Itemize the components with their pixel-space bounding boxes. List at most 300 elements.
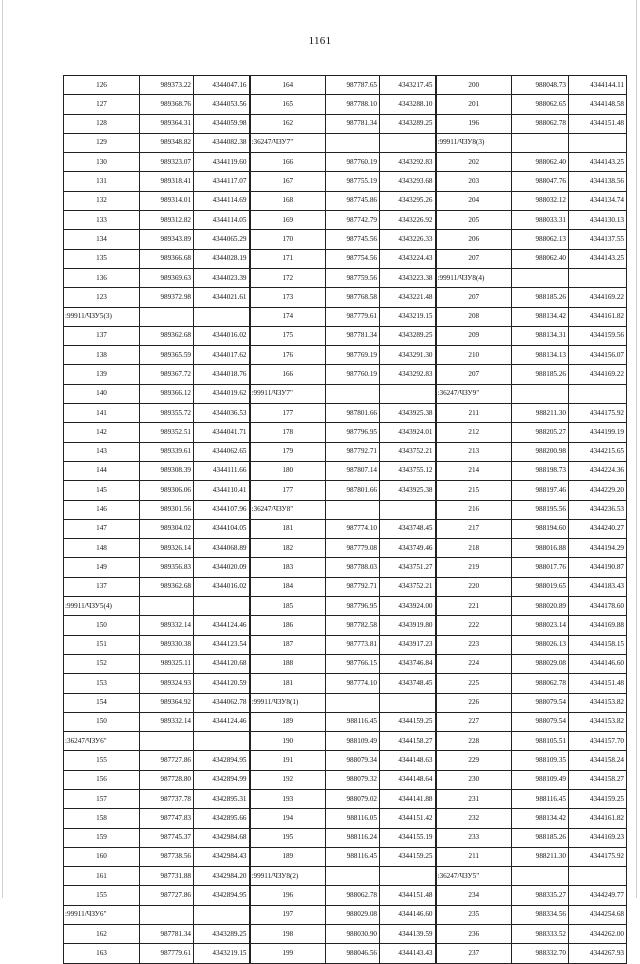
- x-coordinate-cell: 988019.65: [512, 577, 569, 596]
- x-coordinate-cell: 989366.12: [140, 384, 194, 403]
- y-coordinate-cell: 4344169.22: [569, 288, 627, 307]
- x-coordinate-cell: 988109.49: [326, 732, 380, 751]
- y-coordinate-cell: 4344120.68: [194, 654, 250, 673]
- y-coordinate-cell: 4344169.22: [569, 365, 627, 384]
- y-coordinate-cell: 4344178.60: [569, 597, 627, 616]
- table-row: [64, 925, 627, 944]
- y-coordinate-cell: 4344240.27: [569, 519, 627, 538]
- empty-cell: [140, 732, 194, 751]
- x-coordinate-cell: 988200.98: [512, 442, 569, 461]
- empty-cell: [194, 732, 250, 751]
- point-number-cell: 185: [250, 597, 326, 616]
- y-coordinate-cell: 4344159.25: [569, 789, 627, 808]
- y-coordinate-cell: 4343917.23: [380, 635, 436, 654]
- x-coordinate-cell: 987788.03: [326, 558, 380, 577]
- point-number-cell: 228: [436, 732, 512, 751]
- point-number-cell: 178: [250, 423, 326, 442]
- x-coordinate-cell: 987768.58: [326, 288, 380, 307]
- empty-cell: [380, 500, 436, 519]
- y-coordinate-cell: 4343289.25: [380, 114, 436, 133]
- empty-cell: [512, 867, 569, 886]
- x-coordinate-cell: 989325.11: [140, 654, 194, 673]
- table-row: [64, 867, 627, 886]
- y-coordinate-cell: 4344019.62: [194, 384, 250, 403]
- x-coordinate-cell: 988205.27: [512, 423, 569, 442]
- x-coordinate-cell: 988116.45: [326, 847, 380, 866]
- y-coordinate-cell: 4342895.31: [194, 789, 250, 808]
- point-number-cell: 225: [436, 674, 512, 693]
- table-row: [64, 616, 627, 635]
- point-number-cell: 184: [250, 577, 326, 596]
- point-number-cell: 196: [436, 114, 512, 133]
- point-number-cell: 186: [250, 616, 326, 635]
- point-number-cell: 147: [64, 519, 140, 538]
- x-coordinate-cell: 989355.72: [140, 404, 194, 423]
- x-coordinate-cell: 988062.40: [512, 249, 569, 268]
- point-number-cell: 210: [436, 346, 512, 365]
- table-row: [64, 191, 627, 210]
- point-number-cell: 192: [250, 770, 326, 789]
- x-coordinate-cell: 987781.34: [326, 326, 380, 345]
- y-coordinate-cell: 4344169.88: [569, 616, 627, 635]
- point-number-cell: 188: [250, 654, 326, 673]
- point-number-cell: 223: [436, 635, 512, 654]
- point-number-cell: 176: [250, 346, 326, 365]
- point-number-cell: 177: [250, 481, 326, 500]
- point-number-cell: 207: [436, 249, 512, 268]
- point-number-cell: 142: [64, 423, 140, 442]
- x-coordinate-cell: 987781.34: [140, 925, 194, 944]
- point-number-cell: 138: [64, 346, 140, 365]
- y-coordinate-cell: 4344236.53: [569, 500, 627, 519]
- x-coordinate-cell: 989369.63: [140, 268, 194, 287]
- point-number-cell: 135: [64, 249, 140, 268]
- x-coordinate-cell: 988079.02: [326, 789, 380, 808]
- y-coordinate-cell: 4344107.96: [194, 500, 250, 519]
- empty-cell: [140, 905, 194, 924]
- point-number-cell: 208: [436, 307, 512, 326]
- y-coordinate-cell: 4344151.42: [380, 809, 436, 828]
- y-coordinate-cell: 4344151.48: [569, 114, 627, 133]
- table-row: [64, 423, 627, 442]
- empty-cell: [194, 905, 250, 924]
- x-coordinate-cell: 988134.31: [512, 326, 569, 345]
- x-coordinate-cell: 988026.13: [512, 635, 569, 654]
- empty-cell: [326, 867, 380, 886]
- x-coordinate-cell: 989362.68: [140, 577, 194, 596]
- table-row: [64, 481, 627, 500]
- y-coordinate-cell: 4344119.60: [194, 153, 250, 172]
- y-coordinate-cell: 4344141.88: [380, 789, 436, 808]
- y-coordinate-cell: 4343749.46: [380, 539, 436, 558]
- x-coordinate-cell: 989308.39: [140, 461, 194, 480]
- point-number-cell: 235: [436, 905, 512, 924]
- x-coordinate-cell: 987779.61: [326, 307, 380, 326]
- y-coordinate-cell: 4344047.16: [194, 76, 250, 95]
- y-coordinate-cell: 4344158.15: [569, 635, 627, 654]
- empty-cell: [326, 133, 380, 152]
- table-row: [64, 674, 627, 693]
- table-row: [64, 307, 627, 326]
- empty-cell: [512, 133, 569, 152]
- x-coordinate-cell: 987745.86: [326, 191, 380, 210]
- y-coordinate-cell: 4343219.15: [380, 307, 436, 326]
- x-coordinate-cell: 987747.83: [140, 809, 194, 828]
- x-coordinate-cell: 987760.19: [326, 365, 380, 384]
- x-coordinate-cell: 987782.58: [326, 616, 380, 635]
- y-coordinate-cell: 4342894.95: [194, 751, 250, 770]
- point-number-cell: 168: [250, 191, 326, 210]
- y-coordinate-cell: 4344082.38: [194, 133, 250, 152]
- x-coordinate-cell: 988062.13: [512, 230, 569, 249]
- point-number-cell: 189: [250, 712, 326, 731]
- point-number-cell: 137: [64, 326, 140, 345]
- point-number-cell: 179: [250, 442, 326, 461]
- x-coordinate-cell: 988116.24: [326, 828, 380, 847]
- y-coordinate-cell: 4344194.29: [569, 539, 627, 558]
- point-number-cell: 166: [250, 153, 326, 172]
- x-coordinate-cell: 989372.98: [140, 288, 194, 307]
- point-number-cell: 146: [64, 500, 140, 519]
- y-coordinate-cell: 4344117.07: [194, 172, 250, 191]
- y-coordinate-cell: 4344175.92: [569, 404, 627, 423]
- parcel-header-cell: :99911/ЧЗУ7": [250, 384, 326, 403]
- y-coordinate-cell: 4344148.64: [380, 770, 436, 789]
- table-row: [64, 539, 627, 558]
- x-coordinate-cell: 988333.52: [512, 925, 569, 944]
- point-number-cell: 199: [250, 944, 326, 963]
- point-number-cell: 126: [64, 76, 140, 95]
- point-number-cell: 195: [250, 828, 326, 847]
- parcel-header-cell: :99911/ЧЗУ5(3): [64, 307, 140, 326]
- point-number-cell: 215: [436, 481, 512, 500]
- x-coordinate-cell: 988047.76: [512, 172, 569, 191]
- point-number-cell: 171: [250, 249, 326, 268]
- point-number-cell: 145: [64, 481, 140, 500]
- point-number-cell: 139: [64, 365, 140, 384]
- y-coordinate-cell: 4342984.43: [194, 847, 250, 866]
- point-number-cell: 218: [436, 539, 512, 558]
- x-coordinate-cell: 988048.73: [512, 76, 569, 95]
- x-coordinate-cell: 988334.56: [512, 905, 569, 924]
- x-coordinate-cell: 989332.14: [140, 616, 194, 635]
- y-coordinate-cell: 4344041.71: [194, 423, 250, 442]
- empty-cell: [194, 307, 250, 326]
- x-coordinate-cell: 987774.10: [326, 519, 380, 538]
- point-number-cell: 216: [436, 500, 512, 519]
- y-coordinate-cell: 4344062.78: [194, 693, 250, 712]
- y-coordinate-cell: 4344143.43: [380, 944, 436, 963]
- point-number-cell: 172: [250, 268, 326, 287]
- y-coordinate-cell: 4343925.38: [380, 481, 436, 500]
- x-coordinate-cell: 987801.66: [326, 481, 380, 500]
- y-coordinate-cell: 4344159.25: [380, 712, 436, 731]
- y-coordinate-cell: 4344138.56: [569, 172, 627, 191]
- point-number-cell: 233: [436, 828, 512, 847]
- point-number-cell: 151: [64, 635, 140, 654]
- empty-cell: [569, 268, 627, 287]
- point-number-cell: 180: [250, 461, 326, 480]
- table-row: [64, 847, 627, 866]
- x-coordinate-cell: 988020.89: [512, 597, 569, 616]
- x-coordinate-cell: 988116.05: [326, 809, 380, 828]
- point-number-cell: 174: [250, 307, 326, 326]
- x-coordinate-cell: 989301.56: [140, 500, 194, 519]
- point-number-cell: 220: [436, 577, 512, 596]
- parcel-header-cell: :99911/ЧЗУ8(3): [436, 133, 512, 152]
- point-number-cell: 150: [64, 616, 140, 635]
- y-coordinate-cell: 4344156.07: [569, 346, 627, 365]
- point-number-cell: 191: [250, 751, 326, 770]
- x-coordinate-cell: 988079.54: [512, 712, 569, 731]
- y-coordinate-cell: 4344062.65: [194, 442, 250, 461]
- x-coordinate-cell: 987787.65: [326, 76, 380, 95]
- x-coordinate-cell: 988116.45: [326, 712, 380, 731]
- point-number-cell: 133: [64, 211, 140, 230]
- y-coordinate-cell: 4344134.74: [569, 191, 627, 210]
- point-number-cell: 200: [436, 76, 512, 95]
- y-coordinate-cell: 4344137.55: [569, 230, 627, 249]
- point-number-cell: 127: [64, 95, 140, 114]
- x-coordinate-cell: 987766.15: [326, 654, 380, 673]
- empty-cell: [569, 867, 627, 886]
- y-coordinate-cell: 4342894.99: [194, 770, 250, 789]
- x-coordinate-cell: 988030.90: [326, 925, 380, 944]
- y-coordinate-cell: 4343755.12: [380, 461, 436, 480]
- x-coordinate-cell: 989366.68: [140, 249, 194, 268]
- y-coordinate-cell: 4344229.20: [569, 481, 627, 500]
- empty-cell: [569, 133, 627, 152]
- x-coordinate-cell: 989373.22: [140, 76, 194, 95]
- point-number-cell: 190: [250, 732, 326, 751]
- x-coordinate-cell: 988185.26: [512, 288, 569, 307]
- x-coordinate-cell: 987745.37: [140, 828, 194, 847]
- y-coordinate-cell: 4343292.83: [380, 153, 436, 172]
- point-number-cell: 187: [250, 635, 326, 654]
- x-coordinate-cell: 989348.82: [140, 133, 194, 152]
- x-coordinate-cell: 987745.56: [326, 230, 380, 249]
- x-coordinate-cell: 988109.49: [512, 770, 569, 789]
- y-coordinate-cell: 4343292.83: [380, 365, 436, 384]
- table-row: [64, 365, 627, 384]
- x-coordinate-cell: 987779.08: [326, 539, 380, 558]
- x-coordinate-cell: 989364.31: [140, 114, 194, 133]
- scan-edge-right: [636, 0, 637, 898]
- y-coordinate-cell: 4344016.02: [194, 577, 250, 596]
- x-coordinate-cell: 989332.14: [140, 712, 194, 731]
- table-row: [64, 886, 627, 905]
- y-coordinate-cell: 4344254.68: [569, 905, 627, 924]
- y-coordinate-cell: 4344146.60: [569, 654, 627, 673]
- point-number-cell: 155: [64, 886, 140, 905]
- y-coordinate-cell: 4344017.62: [194, 346, 250, 365]
- point-number-cell: 177: [250, 404, 326, 423]
- point-number-cell: 161: [64, 867, 140, 886]
- x-coordinate-cell: 987742.79: [326, 211, 380, 230]
- x-coordinate-cell: 987727.86: [140, 886, 194, 905]
- y-coordinate-cell: 4344155.19: [380, 828, 436, 847]
- table-row: [64, 519, 627, 538]
- point-number-cell: 136: [64, 268, 140, 287]
- y-coordinate-cell: 4344153.82: [569, 712, 627, 731]
- point-number-cell: 181: [250, 519, 326, 538]
- x-coordinate-cell: 987727.86: [140, 751, 194, 770]
- table-row: [64, 153, 627, 172]
- x-coordinate-cell: 988197.46: [512, 481, 569, 500]
- y-coordinate-cell: 4342984.20: [194, 867, 250, 886]
- point-number-cell: 229: [436, 751, 512, 770]
- empty-cell: [326, 500, 380, 519]
- x-coordinate-cell: 988332.70: [512, 944, 569, 963]
- x-coordinate-cell: 988023.14: [512, 616, 569, 635]
- x-coordinate-cell: 987792.71: [326, 442, 380, 461]
- y-coordinate-cell: 4344249.77: [569, 886, 627, 905]
- x-coordinate-cell: 987796.95: [326, 597, 380, 616]
- table-row: [64, 95, 627, 114]
- point-number-cell: 140: [64, 384, 140, 403]
- y-coordinate-cell: 4343752.21: [380, 442, 436, 461]
- point-number-cell: 169: [250, 211, 326, 230]
- point-number-cell: 237: [436, 944, 512, 963]
- point-number-cell: 230: [436, 770, 512, 789]
- y-coordinate-cell: 4343217.45: [380, 76, 436, 95]
- y-coordinate-cell: 4342984.68: [194, 828, 250, 847]
- x-coordinate-cell: 989356.83: [140, 558, 194, 577]
- x-coordinate-cell: 987781.34: [326, 114, 380, 133]
- y-coordinate-cell: 4343748.45: [380, 674, 436, 693]
- point-number-cell: 182: [250, 539, 326, 558]
- table-row: [64, 211, 627, 230]
- point-number-cell: 205: [436, 211, 512, 230]
- y-coordinate-cell: 4343925.38: [380, 404, 436, 423]
- x-coordinate-cell: 988211.30: [512, 847, 569, 866]
- y-coordinate-cell: 4344144.11: [569, 76, 627, 95]
- table-row: [64, 500, 627, 519]
- y-coordinate-cell: 4344262.00: [569, 925, 627, 944]
- x-coordinate-cell: 988032.12: [512, 191, 569, 210]
- point-number-cell: 162: [64, 925, 140, 944]
- x-coordinate-cell: 989304.02: [140, 519, 194, 538]
- x-coordinate-cell: 988211.30: [512, 404, 569, 423]
- y-coordinate-cell: 4344159.56: [569, 326, 627, 345]
- x-coordinate-cell: 988062.78: [512, 114, 569, 133]
- x-coordinate-cell: 988029.08: [512, 654, 569, 673]
- empty-cell: [380, 693, 436, 712]
- parcel-header-cell: :99911/ЧЗУ8(4): [436, 268, 512, 287]
- y-coordinate-cell: 4344157.70: [569, 732, 627, 751]
- y-coordinate-cell: 4344065.29: [194, 230, 250, 249]
- point-number-cell: 226: [436, 693, 512, 712]
- parcel-header-cell: :36247/ЧЗУ7": [250, 133, 326, 152]
- point-number-cell: 227: [436, 712, 512, 731]
- x-coordinate-cell: 987779.61: [140, 944, 194, 963]
- point-number-cell: 163: [64, 944, 140, 963]
- x-coordinate-cell: 989365.59: [140, 346, 194, 365]
- y-coordinate-cell: 4343291.30: [380, 346, 436, 365]
- point-number-cell: 173: [250, 288, 326, 307]
- point-number-cell: 197: [250, 905, 326, 924]
- table-row: [64, 133, 627, 152]
- y-coordinate-cell: 4344151.48: [569, 674, 627, 693]
- table-row: [64, 732, 627, 751]
- coordinates-table: [63, 75, 627, 964]
- y-coordinate-cell: 4344104.05: [194, 519, 250, 538]
- x-coordinate-cell: 987773.81: [326, 635, 380, 654]
- table-row: [64, 558, 627, 577]
- x-coordinate-cell: 989323.07: [140, 153, 194, 172]
- table-row: [64, 230, 627, 249]
- y-coordinate-cell: 4344190.87: [569, 558, 627, 577]
- y-coordinate-cell: 4344161.82: [569, 307, 627, 326]
- x-coordinate-cell: 988079.32: [326, 770, 380, 789]
- empty-cell: [194, 597, 250, 616]
- point-number-cell: 131: [64, 172, 140, 191]
- point-number-cell: 175: [250, 326, 326, 345]
- point-number-cell: 206: [436, 230, 512, 249]
- point-number-cell: 209: [436, 326, 512, 345]
- point-number-cell: 193: [250, 789, 326, 808]
- point-number-cell: 153: [64, 674, 140, 693]
- point-number-cell: 149: [64, 558, 140, 577]
- table-row: [64, 944, 627, 963]
- y-coordinate-cell: 4342894.95: [194, 886, 250, 905]
- x-coordinate-cell: 987737.78: [140, 789, 194, 808]
- y-coordinate-cell: 4343223.38: [380, 268, 436, 287]
- x-coordinate-cell: 988029.08: [326, 905, 380, 924]
- parcel-header-cell: :99911/ЧЗУ5(4): [64, 597, 140, 616]
- x-coordinate-cell: 987738.56: [140, 847, 194, 866]
- x-coordinate-cell: 987759.56: [326, 268, 380, 287]
- parcel-header-cell: :36247/ЧЗУ5": [436, 867, 512, 886]
- x-coordinate-cell: 988062.78: [326, 886, 380, 905]
- empty-cell: [380, 133, 436, 152]
- table-row: [64, 461, 627, 480]
- table-row: [64, 809, 627, 828]
- empty-cell: [380, 384, 436, 403]
- y-coordinate-cell: 4344161.82: [569, 809, 627, 828]
- x-coordinate-cell: 988109.35: [512, 751, 569, 770]
- y-coordinate-cell: 4342895.66: [194, 809, 250, 828]
- point-number-cell: 183: [250, 558, 326, 577]
- y-coordinate-cell: 4344120.59: [194, 674, 250, 693]
- x-coordinate-cell: 989318.41: [140, 172, 194, 191]
- y-coordinate-cell: 4344114.69: [194, 191, 250, 210]
- y-coordinate-cell: 4343288.10: [380, 95, 436, 114]
- x-coordinate-cell: 988116.45: [512, 789, 569, 808]
- y-coordinate-cell: 4344111.66: [194, 461, 250, 480]
- y-coordinate-cell: 4344267.93: [569, 944, 627, 963]
- table-row: [64, 442, 627, 461]
- point-number-cell: 158: [64, 809, 140, 828]
- table-row: [64, 751, 627, 770]
- table-row: [64, 384, 627, 403]
- point-number-cell: 204: [436, 191, 512, 210]
- table-row: [64, 654, 627, 673]
- point-number-cell: 224: [436, 654, 512, 673]
- table-row: [64, 789, 627, 808]
- y-coordinate-cell: 4344021.61: [194, 288, 250, 307]
- table-row: [64, 249, 627, 268]
- y-coordinate-cell: 4343752.21: [380, 577, 436, 596]
- x-coordinate-cell: 987769.19: [326, 346, 380, 365]
- y-coordinate-cell: 4344123.54: [194, 635, 250, 654]
- point-number-cell: 166: [250, 365, 326, 384]
- empty-cell: [512, 384, 569, 403]
- x-coordinate-cell: 989324.93: [140, 674, 194, 693]
- empty-cell: [569, 384, 627, 403]
- point-number-cell: 123: [64, 288, 140, 307]
- point-number-cell: 141: [64, 404, 140, 423]
